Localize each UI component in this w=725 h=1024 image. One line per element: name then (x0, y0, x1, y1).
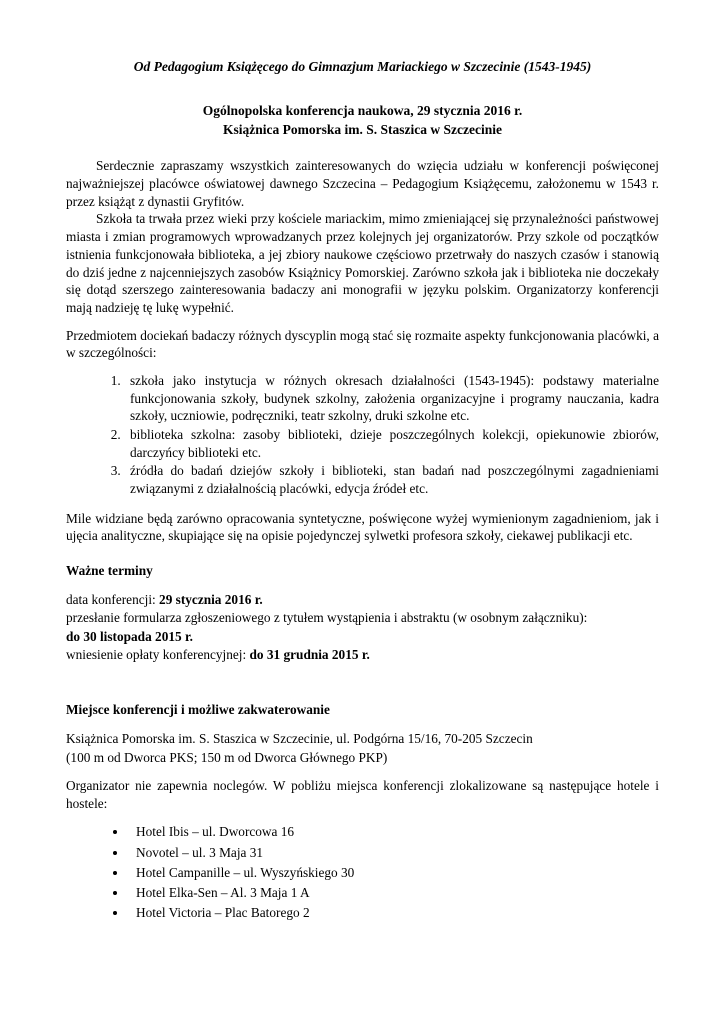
document-subtitle (66, 102, 659, 139)
paragraph-history: Szkoła ta trwała przez wieki przy kościele mariackim, mimo zmieniającej się przynależności państwowej miasta i zmian programowych wprowadzanych przez kolejnych jej organizatorów. Przy szkole od początków istnienia funkcjonowała biblioteka, a jej zbiory naukowe częściowo przetrwały do naszych czasów i stanowią do dziś jedne z najcenniejszych zasobów Książnicy Pomorskiej. Zarówno szkoła jak i biblioteka nie doczekały się dotąd szerszego zainteresowania badaczy ani monografii w języku polskim. Organizatorzy konferencji mają nadzieję tę lukę wypełnić. (66, 211, 659, 315)
deadline-form-value-line (66, 628, 659, 646)
deadline-fee (66, 646, 659, 664)
list-item: 3. źródła do badań dziejów szkoły i biblioteki, stan badań nad poszczególnymi zagadnieniami związanymi z działalnością placówki, edycja źródeł etc. (124, 462, 659, 497)
list-item: • Hotel Campanille – ul. Wyszyńskiego 30 (128, 863, 659, 883)
deadline-conference-label: data konferencji: (66, 591, 160, 607)
deadline-conference-value: 29 stycznia 2016 r. (159, 591, 263, 607)
hotels-list (66, 822, 659, 923)
deadlines-block (66, 591, 659, 664)
list-item: 2. biblioteka szkolna: zasoby biblioteki, dzieje poszczególnych kolekcji, opiekunowie zbiorów, darczyńcy biblioteki etc. (124, 426, 659, 461)
list-item: 1. szkoła jako instytucja w różnych okresach działalności (1543-1945): podstawy materialne funkcjonowania szkoły, budynek szkolny, założenia organizacyjne i programy nauczania, kadra szkoły, uczniowie, podręczniki, teatr szkolny, druki szkolne etc. (124, 372, 659, 425)
deadline-fee-label: wniesienie opłaty konferencyjnej: (66, 646, 250, 662)
list-item: • Hotel Elka-Sen – Al. 3 Maja 1 A (128, 883, 659, 903)
paragraph-topics-intro: Przedmiotem dociekań badaczy różnych dyscyplin mogą stać się rozmaite aspekty funkcjonowania placówki, a w szczególności: (66, 327, 659, 361)
subtitle-line-1: Ogólnopolska konferencja naukowa, 29 stycznia 2016 r. (202, 103, 523, 119)
venue-address-line-1: Książnica Pomorska im. S. Staszica w Szczecinie, ul. Podgórna 15/16, 70-205 Szczecin (66, 731, 533, 747)
topics-list (66, 372, 659, 498)
list-item: • Novotel – ul. 3 Maja 31 (128, 843, 659, 863)
venue-spacer (66, 767, 659, 777)
document-title: Od Pedagogium Książęcego do Gimnazjum Mariackiego w Szczecinie (1543-1945) (133, 59, 592, 74)
venue-heading: Miejsce konferencji i możliwe zakwaterowanie (66, 702, 330, 718)
deadline-form-value: do 30 listopada 2015 r. (66, 628, 193, 644)
deadlines-heading: Ważne terminy (66, 562, 153, 578)
list-item: • Hotel Ibis – ul. Dworcowa 16 (128, 822, 659, 842)
deadline-conference-date (66, 591, 659, 609)
paragraph-submissions: Mile widziane będą zarówno opracowania syntetyczne, poświęcone wyżej wymienionym zagadnieniom, jak i ujęcia analityczne, skupiające się na opisie pojedynczej sylwetki profesora szkoły, ciekawej publikacji etc. (66, 510, 659, 544)
section-spacer (66, 664, 659, 682)
deadline-fee-value: do 31 grudnia 2015 r. (249, 646, 370, 662)
list-item: • Hotel Victoria – Plac Batorego 2 (128, 903, 659, 923)
venue-address-line-2: (100 m od Dworca PKS; 150 m od Dworca Głównego PKP) (66, 749, 388, 765)
deadline-form-label: przesłanie formularza zgłoszeniowego z tytułem wystąpienia i abstraktu (w osobnym załączniku): (66, 610, 588, 626)
accommodation-note: Organizator nie zapewnia noclegów. W pobliżu miejsca konferencji zlokalizowane są następujące hotele i hostele: (66, 777, 659, 811)
paragraph-intro: Serdecznie zapraszamy wszystkich zainteresowanych do wzięcia udziału w konferencji poświęconej najważniejszej placówce oświatowej dawnego Szczecina – Pedagogium Książęcemu, założonemu w 1543 r. przez książąt z dynastii Gryfitów. (66, 158, 659, 209)
subtitle-line-2: Książnica Pomorska im. S. Staszica w Szczecinie (223, 121, 502, 137)
